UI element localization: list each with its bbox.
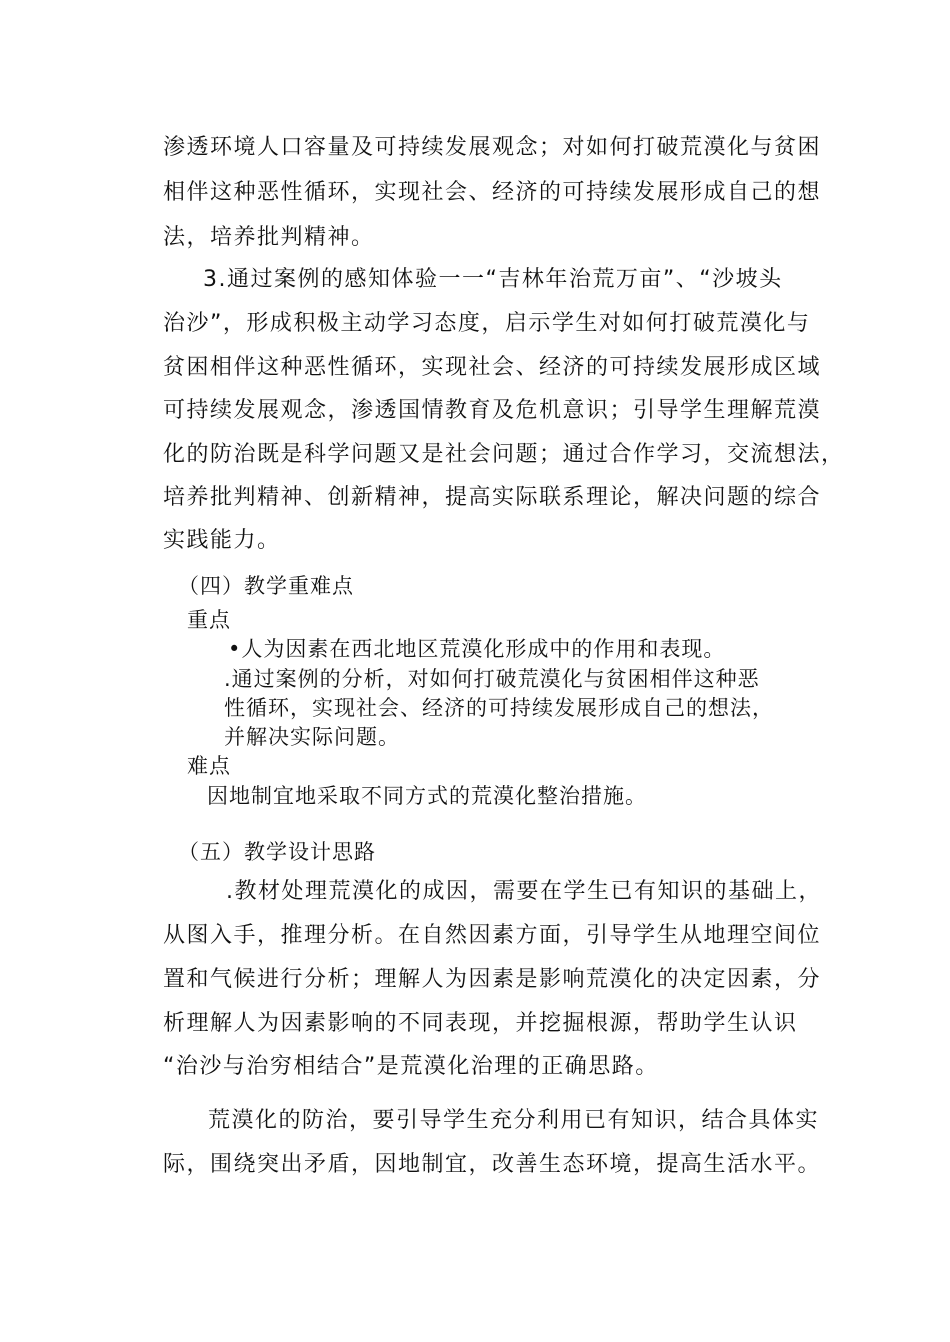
section5-heading: （五）教学设计思路 <box>178 840 376 864</box>
item3-line: 可持续发展观念，渗透国情教育及危机意识；引导学生理解荒漠 <box>163 398 822 423</box>
key-point-item-cont: 性循环，实现社会、经济的可持续发展形成自己的想法， <box>224 696 774 720</box>
design-para-line: 际，围绕突出矛盾，因地制宜，改善生态环境，提高生活水平。 <box>163 1152 822 1177</box>
item3-line: 3.通过案例的感知体验一一“吉林年治荒万亩”、“沙坡头 <box>203 267 783 292</box>
item3-line: 培养批判精神、创新精神，提高实际联系理论，解决问题的综合 <box>163 485 822 510</box>
section4-heading: （四）教学重难点 <box>178 574 354 598</box>
item3-line: 化的防治既是科学问题又是社会问题；通过合作学习，交流想法， <box>163 442 845 467</box>
item3-line: 贫困相伴这种恶性循环，实现社会、经济的可持续发展形成区域 <box>163 355 822 380</box>
key-points-label: 重点 <box>187 608 231 632</box>
difficult-points-label: 难点 <box>187 754 231 778</box>
intro-line: 相伴这种恶性循环，实现社会、经济的可持续发展形成自己的想 <box>163 180 822 205</box>
design-para-line: .教材处理荒漠化的成因，需要在学生已有知识的基础上， <box>226 879 822 904</box>
key-point-item: •人为因素在西北地区荒漠化形成中的作用和表现。 <box>228 637 726 661</box>
key-point-item: .通过案例的分析，对如何打破荒漠化与贫困相伴这种恶 <box>224 667 760 691</box>
design-para-line: 荒漠化的防治，要引导学生充分利用已有知识，结合具体实 <box>208 1108 820 1133</box>
difficult-point-item: 因地制宜地采取不同方式的荒漠化整治措施。 <box>207 784 647 808</box>
intro-line: 法，培养批判精神。 <box>163 225 375 250</box>
item3-line: 实践能力。 <box>163 528 281 553</box>
design-para-line: “治沙与治穷相结合”是荒漠化治理的正确思路。 <box>163 1054 659 1079</box>
item3-line: 治沙”，形成积极主动学习态度，启示学生对如何打破荒漠化与 <box>163 311 811 336</box>
design-para-line: 从图入手，推理分析。在自然因素方面，引导学生从地理空间位 <box>163 923 822 948</box>
intro-line: 渗透环境人口容量及可持续发展观念；对如何打破荒漠化与贫困 <box>163 135 822 160</box>
design-para-line: 析理解人为因素影响的不同表现，并挖掘根源，帮助学生认识 <box>163 1011 798 1036</box>
design-para-line: 置和气候进行分析；理解人为因素是影响荒漠化的决定因素，分 <box>163 967 822 992</box>
key-point-item-cont: 并解决实际问题。 <box>224 725 400 749</box>
